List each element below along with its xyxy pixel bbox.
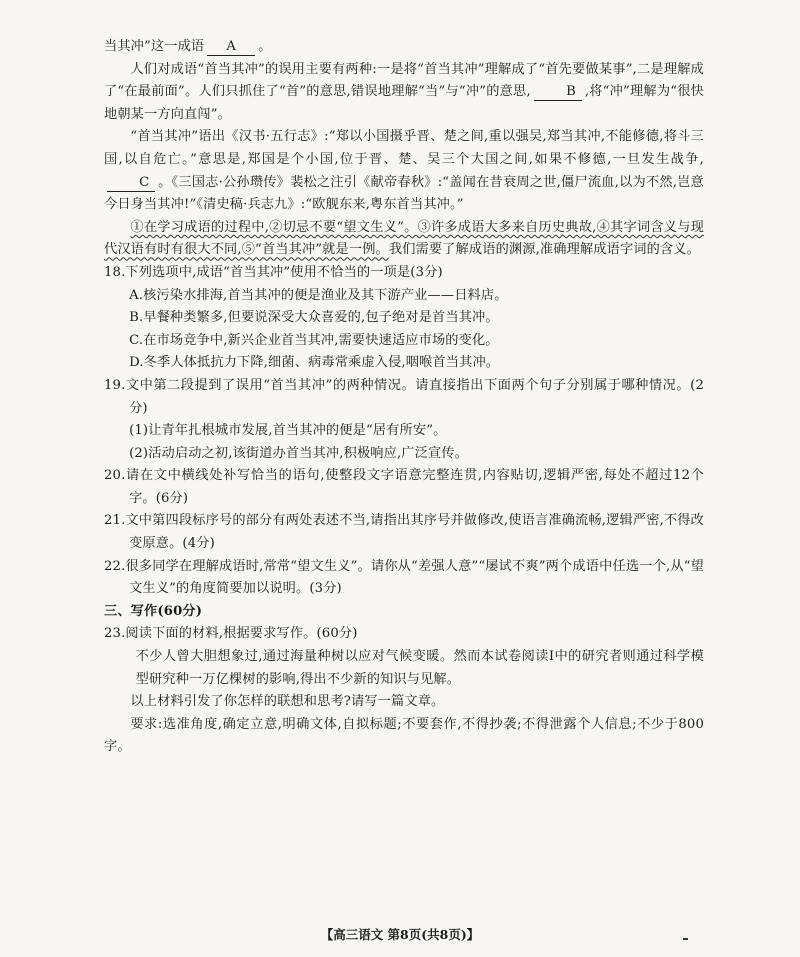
q23-prompt: 以上材料引发了你怎样的联想和思考?请写一篇文章。 xyxy=(130,694,445,710)
wavy-underlined-sentences: ①在学习成语的过程中,②切忌不要“望文生义”。③许多成语大多来自历史典故,④其字词含义与现代汉语有时有很大不同,⑤“首当其冲”就是一例。 xyxy=(104,219,704,258)
paragraph-text: ,将“冲”理解为“很快地朝某一方向直闯”。 xyxy=(104,84,704,122)
paragraph-text: “首当其冲”语出《汉书·五行志》:“郑以小国摄乎晋、楚之间,重以强吴,郑当其冲,不能修德,将斗三国,以自危亡。”意思是,郑国是个小国,位于晋、楚、吴三个大国之间,如果不修德,一旦发生战争, xyxy=(104,129,704,167)
question-23-stem: 23.阅读下面的材料,根据要求写作。(60分) xyxy=(104,626,358,642)
page-content xyxy=(104,36,704,759)
question-22: 22.很多同学在理解成语时,常常“望文生义”。请你从“差强人意”“屡试不爽”两个成语中任选一个,从“望文生义”的角度简要加以说明。(3分) xyxy=(104,558,704,597)
blank-b: B xyxy=(534,84,582,101)
paragraph-text: 人们对成语“首当其冲”的误用主要有两种:一是将“首当其冲”理解成了“首先要做某事”,二是理解成了“在最前面”。人们只抓住了“首”的意思,错误地理解“当”与“冲”的意思, xyxy=(104,61,704,100)
paragraph-text: 我们需要了解成语的渊源,准确理解成语字词的含义。 xyxy=(388,242,700,258)
page-footer: 【高三语文 第8页(共8页)】 xyxy=(320,927,480,942)
q19-item-1: (1)让青年扎根城市发展,首当其冲的便是“居有所安”。 xyxy=(129,423,447,439)
paragraph-text: 当其冲”这一成语 xyxy=(104,39,205,54)
question-18-stem: 18.下列选项中,成语“首当其冲”使用不恰当的一项是(3分) xyxy=(104,264,443,280)
question-21: 21.文中第四段标序号的部分有两处表述不当,请指出其序号并做修改,使语言准确流畅,逻辑严密,不得改变原意。(4分) xyxy=(104,513,704,552)
q18-option-b: B.早餐种类繁多,但要说深受大众喜爱的,包子绝对是首当其冲。 xyxy=(129,310,499,326)
scan-mark xyxy=(683,938,688,940)
q23-requirements: 要求:选准角度,确定立意,明确文体,自拟标题;不要套作,不得抄袭;不得泄露个人信息;不少于800字。 xyxy=(104,716,704,755)
reading-paragraph-3 xyxy=(104,126,704,216)
section-heading-writing: 三、写作(60分) xyxy=(104,603,203,619)
question-20: 20.请在文中横线处补写恰当的语句,使整段文字语意完整连贯,内容贴切,逻辑严密,每处不超过12个字。(6分) xyxy=(104,468,704,506)
reading-paragraph-1 xyxy=(104,36,704,59)
q18-option-a: A.核污染水排海,首当其冲的便是渔业及其下游产业——日料店。 xyxy=(129,287,508,303)
q18-option-c: C.在市场竞争中,新兴企业首当其冲,需要快速适应市场的变化。 xyxy=(129,332,499,348)
question-19-stem: 19.文中第二段提到了误用“首当其冲”的两种情况。请直接指出下面两个句子分别属于哪种情况。(2分) xyxy=(104,377,704,416)
reading-paragraph-2 xyxy=(104,59,704,127)
q19-item-2: (2)活动启动之初,该街道办首当其冲,积极响应,广泛宣传。 xyxy=(129,445,468,461)
reading-paragraph-4 xyxy=(104,217,704,262)
q23-material: 不少人曾大胆想象过,通过海量种树以应对气候变暖。然而本试卷阅读Ⅰ中的研究者则通过科学模型研究种一万亿棵树的影响,得出不少新的知识与见解。 xyxy=(135,649,704,687)
q18-option-d: D.冬季人体抵抗力下降,细菌、病毒常乘虚入侵,咽喉首当其冲。 xyxy=(129,355,500,371)
paragraph-text: 。 xyxy=(258,39,272,54)
blank-a: A xyxy=(207,39,255,56)
blank-c: C xyxy=(107,175,155,192)
paragraph-text: 。《三国志·公孙瓒传》裴松之注引《献帝春秋》:“盖闻在昔衰周之世,僵尸流血,以为不然,岂意今日身当其冲!”《清史稿·兵志九》:“欧舰东来,粤东首当其冲。” xyxy=(104,174,704,213)
